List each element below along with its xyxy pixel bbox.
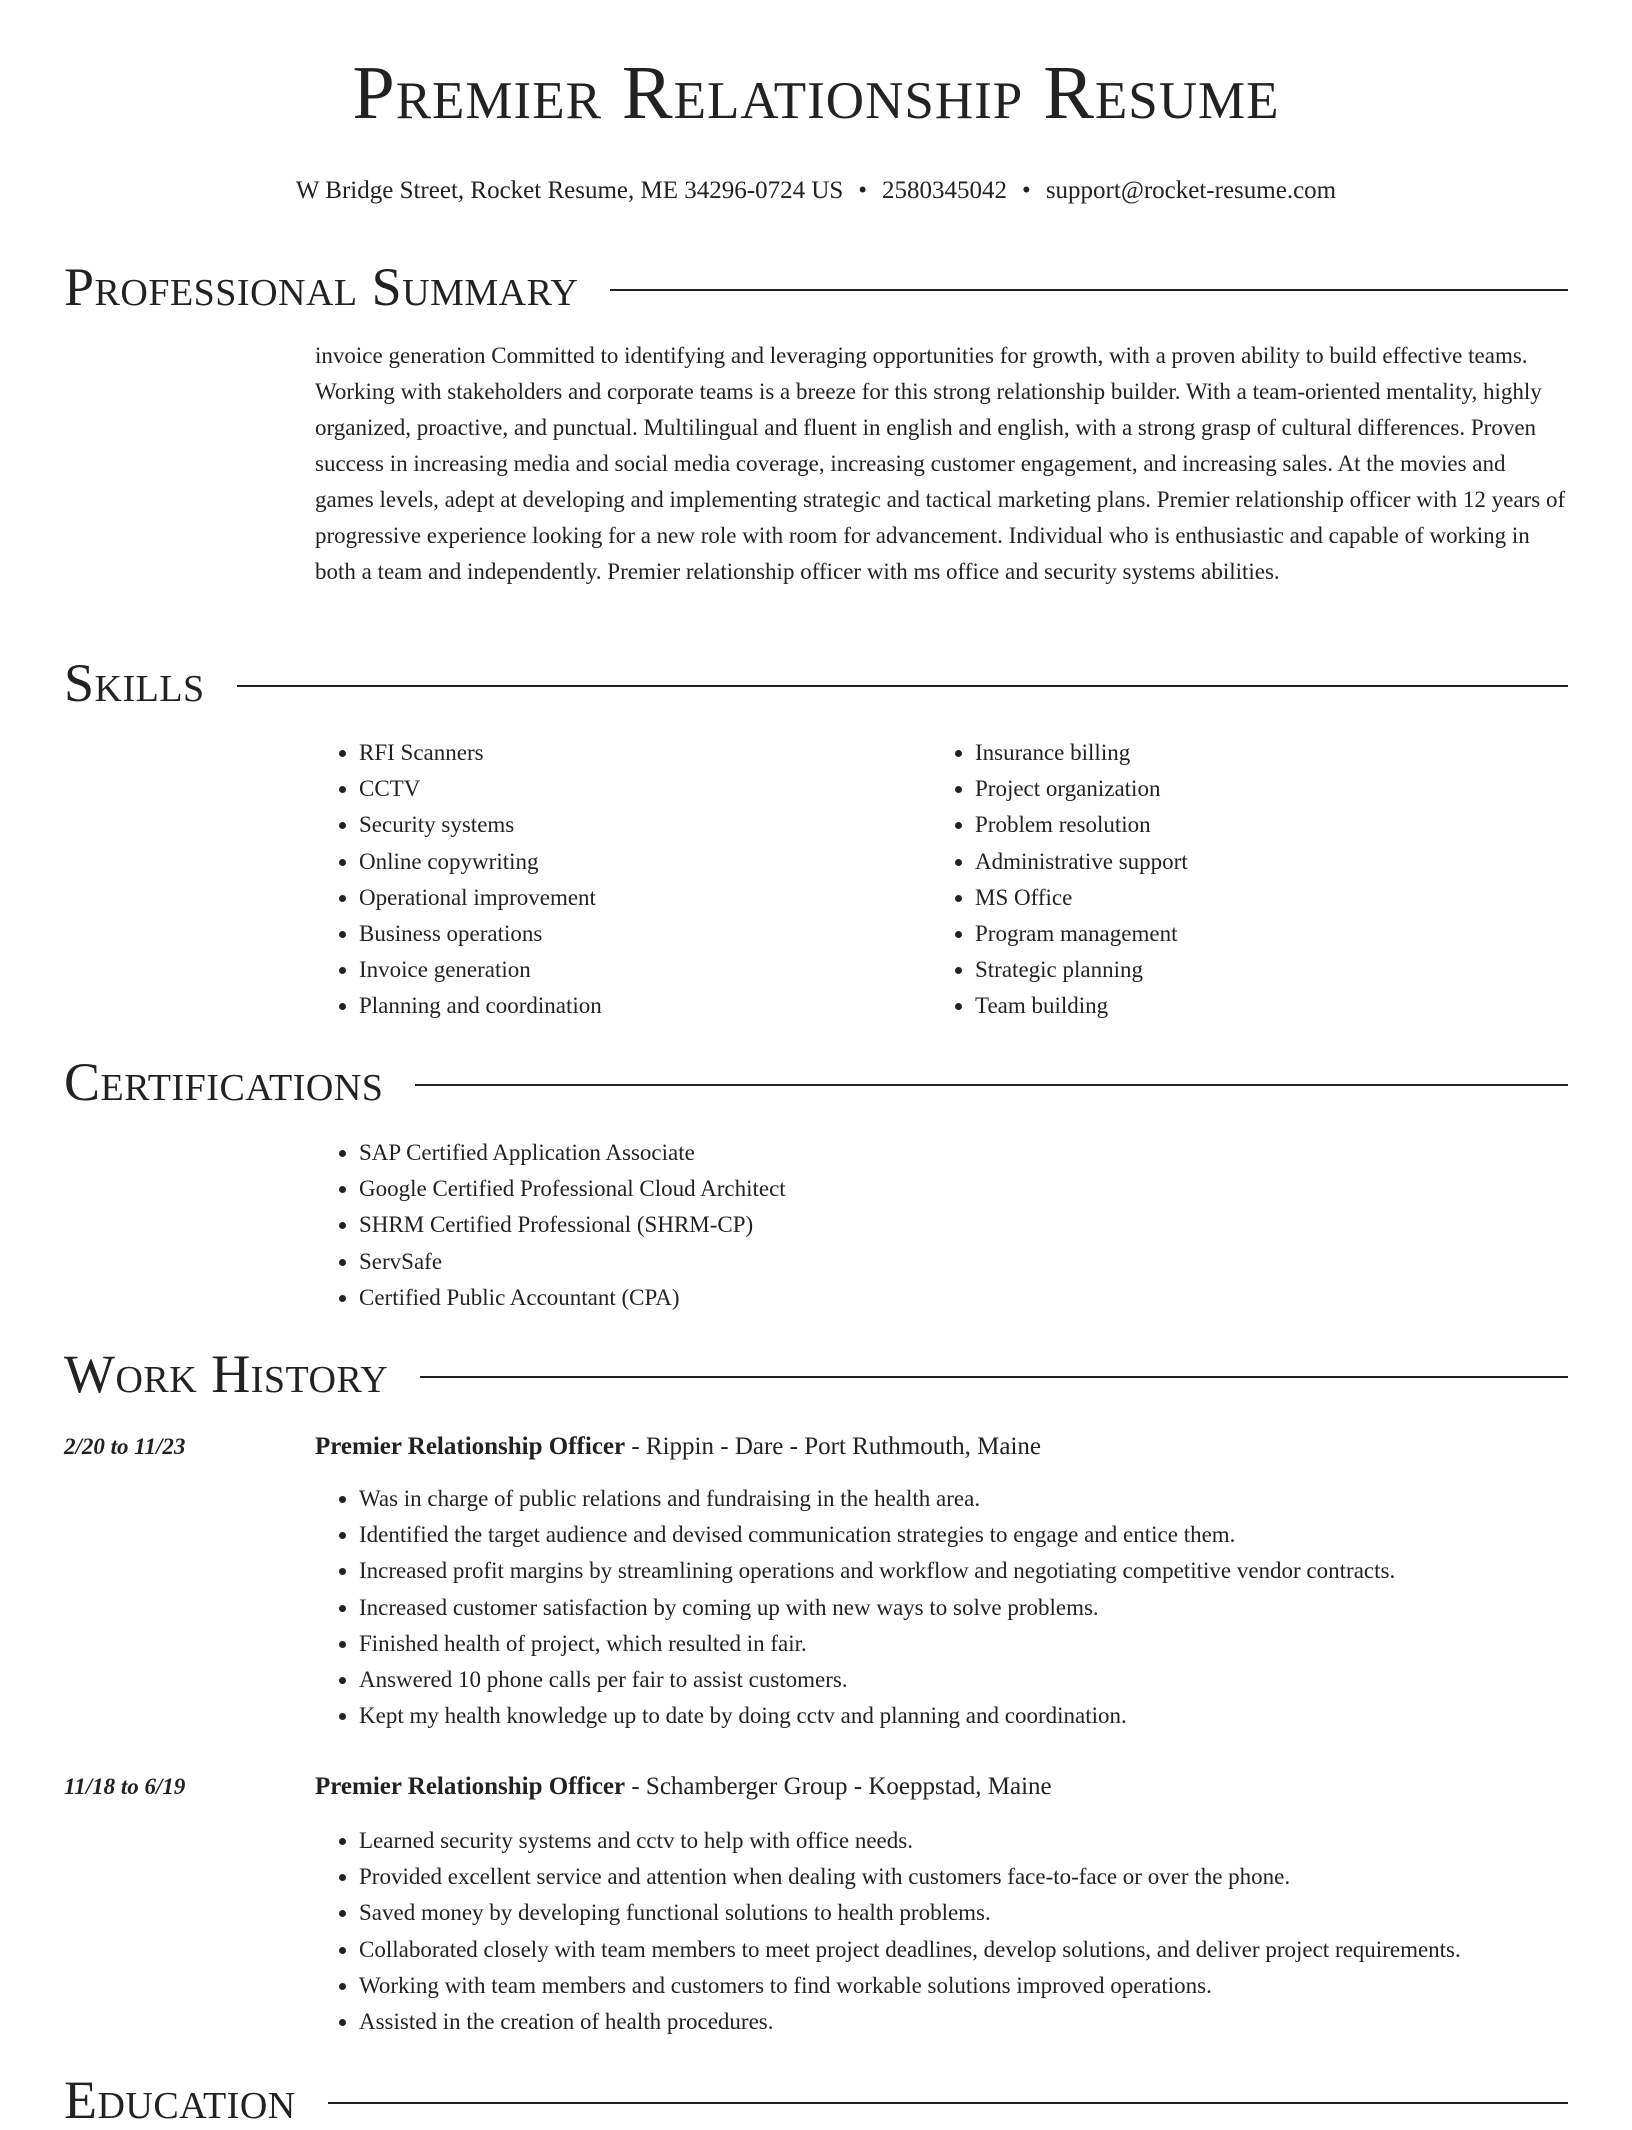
job-dates: 2/20 to 11/23 bbox=[64, 1434, 186, 1459]
work-heading: Work History bbox=[64, 1344, 389, 1404]
resume-name: Premier Relationship Resume bbox=[352, 51, 1280, 135]
summary-heading: Professional Summary bbox=[64, 257, 579, 317]
contact-separator: • bbox=[1022, 177, 1031, 204]
certification-item: • Google Certified Professional Cloud Architect bbox=[359, 1171, 1568, 1207]
job-heading bbox=[315, 1771, 1052, 1803]
job-bullet: • Learned security systems and cctv to help with office needs. bbox=[359, 1823, 1568, 1859]
job-bullet: • Saved money by developing functional solutions to health problems. bbox=[359, 1895, 1568, 1931]
skill-item: • Strategic planning bbox=[975, 952, 1188, 988]
certification-item: • SAP Certified Application Associate bbox=[359, 1135, 1568, 1171]
skill-item: • Problem resolution bbox=[975, 807, 1188, 843]
section-divider bbox=[420, 1376, 1568, 1378]
job-bullet: • Increased customer satisfaction by coming up with new ways to solve problems. bbox=[359, 1590, 1568, 1626]
skills-list bbox=[315, 735, 1568, 1035]
section-divider bbox=[415, 1084, 1568, 1086]
contact-email: support@rocket-resume.com bbox=[1045, 177, 1337, 204]
contact-line bbox=[0, 175, 1632, 207]
skill-item: • Security systems bbox=[359, 807, 602, 843]
skill-item: • Program management bbox=[975, 916, 1188, 952]
job-bullet: • Kept my health knowledge up to date by doing cctv and planning and coordination. bbox=[359, 1698, 1568, 1734]
skill-item: • Business operations bbox=[359, 916, 602, 952]
skill-item: • Insurance billing bbox=[975, 735, 1188, 771]
job-bullet: • Answered 10 phone calls per fair to assist customers. bbox=[359, 1662, 1568, 1698]
job-bullet: • Working with team members and customers to find workable solutions improved operations. bbox=[359, 1968, 1568, 2004]
job-bullet: • Increased profit margins by streamlining operations and workflow and negotiating competitive vendor contracts. bbox=[359, 1553, 1568, 1589]
job-bullet: • Collaborated closely with team members to meet project deadlines, develop solutions, and deliver project requirements. bbox=[359, 1932, 1568, 1968]
skills-column-right bbox=[931, 735, 1188, 1025]
job-bullet: • Was in charge of public relations and fundraising in the health area. bbox=[359, 1481, 1568, 1517]
certification-item: • Certified Public Accountant (CPA) bbox=[359, 1280, 1568, 1316]
section-divider bbox=[237, 685, 1568, 687]
section-divider bbox=[328, 2102, 1568, 2104]
work-section-header bbox=[64, 1344, 1568, 1404]
job-employer: - Rippin - Dare - Port Ruthmouth, Maine bbox=[625, 1433, 1042, 1460]
job-bullet: • Assisted in the creation of health procedures. bbox=[359, 2004, 1568, 2040]
skill-item: • Invoice generation bbox=[359, 952, 602, 988]
certifications-heading: Certifications bbox=[64, 1052, 384, 1112]
skills-heading: Skills bbox=[64, 653, 205, 713]
job-bullets bbox=[315, 1481, 1568, 1734]
job-bullet: • Finished health of project, which resulted in fair. bbox=[359, 1626, 1568, 1662]
certifications-list bbox=[315, 1135, 1568, 1316]
skill-item: • RFI Scanners bbox=[359, 735, 602, 771]
summary-section-header bbox=[64, 257, 1568, 317]
job-employer: - Schamberger Group - Koeppstad, Maine bbox=[625, 1773, 1052, 1800]
skill-item: • MS Office bbox=[975, 880, 1188, 916]
certification-item: • ServSafe bbox=[359, 1244, 1568, 1280]
job-dates: 11/18 to 6/19 bbox=[64, 1774, 186, 1799]
contact-phone: 2580345042 bbox=[882, 177, 1008, 204]
skill-item: • Operational improvement bbox=[359, 880, 602, 916]
skills-section-header bbox=[64, 653, 1568, 713]
job-title: Premier Relationship Officer bbox=[315, 1433, 626, 1460]
skill-item: • Planning and coordination bbox=[359, 988, 602, 1024]
job-bullet: • Identified the target audience and devised communication strategies to engage and entice them. bbox=[359, 1517, 1568, 1553]
skill-item: • Team building bbox=[975, 988, 1188, 1024]
certification-item: • SHRM Certified Professional (SHRM-CP) bbox=[359, 1207, 1568, 1243]
skill-item: • Online copywriting bbox=[359, 844, 602, 880]
education-section-header bbox=[64, 2070, 1568, 2130]
contact-address: W Bridge Street, Rocket Resume, ME 34296-0724 US bbox=[295, 177, 844, 204]
section-divider bbox=[610, 289, 1568, 291]
summary-text: invoice generation Committed to identifying and leveraging opportunities for growth, with a proven ability to build effective teams. Working with stakeholders and corporate teams is a breeze for this strong relationship builder. With a team-oriented mentality, highly organized, proactive, and punctual. Multilingual and fluent in english and english, with a strong grasp of cultural differences. Proven success in increasing media and social media coverage, increasing customer engagement, and increasing sales. At the movies and games levels, adept at developing and implementing strategic and tactical marketing plans. Premier relationship officer with 12 years of progressive experience looking for a new role with room for advancement. Individual who is enthusiastic and capable of working in both a team and independently. Premier relationship officer with ms office and security systems abilities. bbox=[315, 343, 1566, 584]
contact-separator: • bbox=[858, 177, 868, 204]
job-title: Premier Relationship Officer bbox=[315, 1773, 626, 1800]
skill-item: • Project organization bbox=[975, 771, 1188, 807]
certifications-section-header bbox=[64, 1052, 1568, 1112]
job-heading bbox=[315, 1431, 1041, 1463]
skill-item: • CCTV bbox=[359, 771, 602, 807]
job-bullet: • Provided excellent service and attention when dealing with customers face-to-face or over the phone. bbox=[359, 1859, 1568, 1895]
skills-column-left bbox=[315, 735, 602, 1025]
education-heading: Education bbox=[64, 2070, 296, 2130]
job-bullets bbox=[315, 1823, 1568, 2040]
skill-item: • Administrative support bbox=[975, 844, 1188, 880]
